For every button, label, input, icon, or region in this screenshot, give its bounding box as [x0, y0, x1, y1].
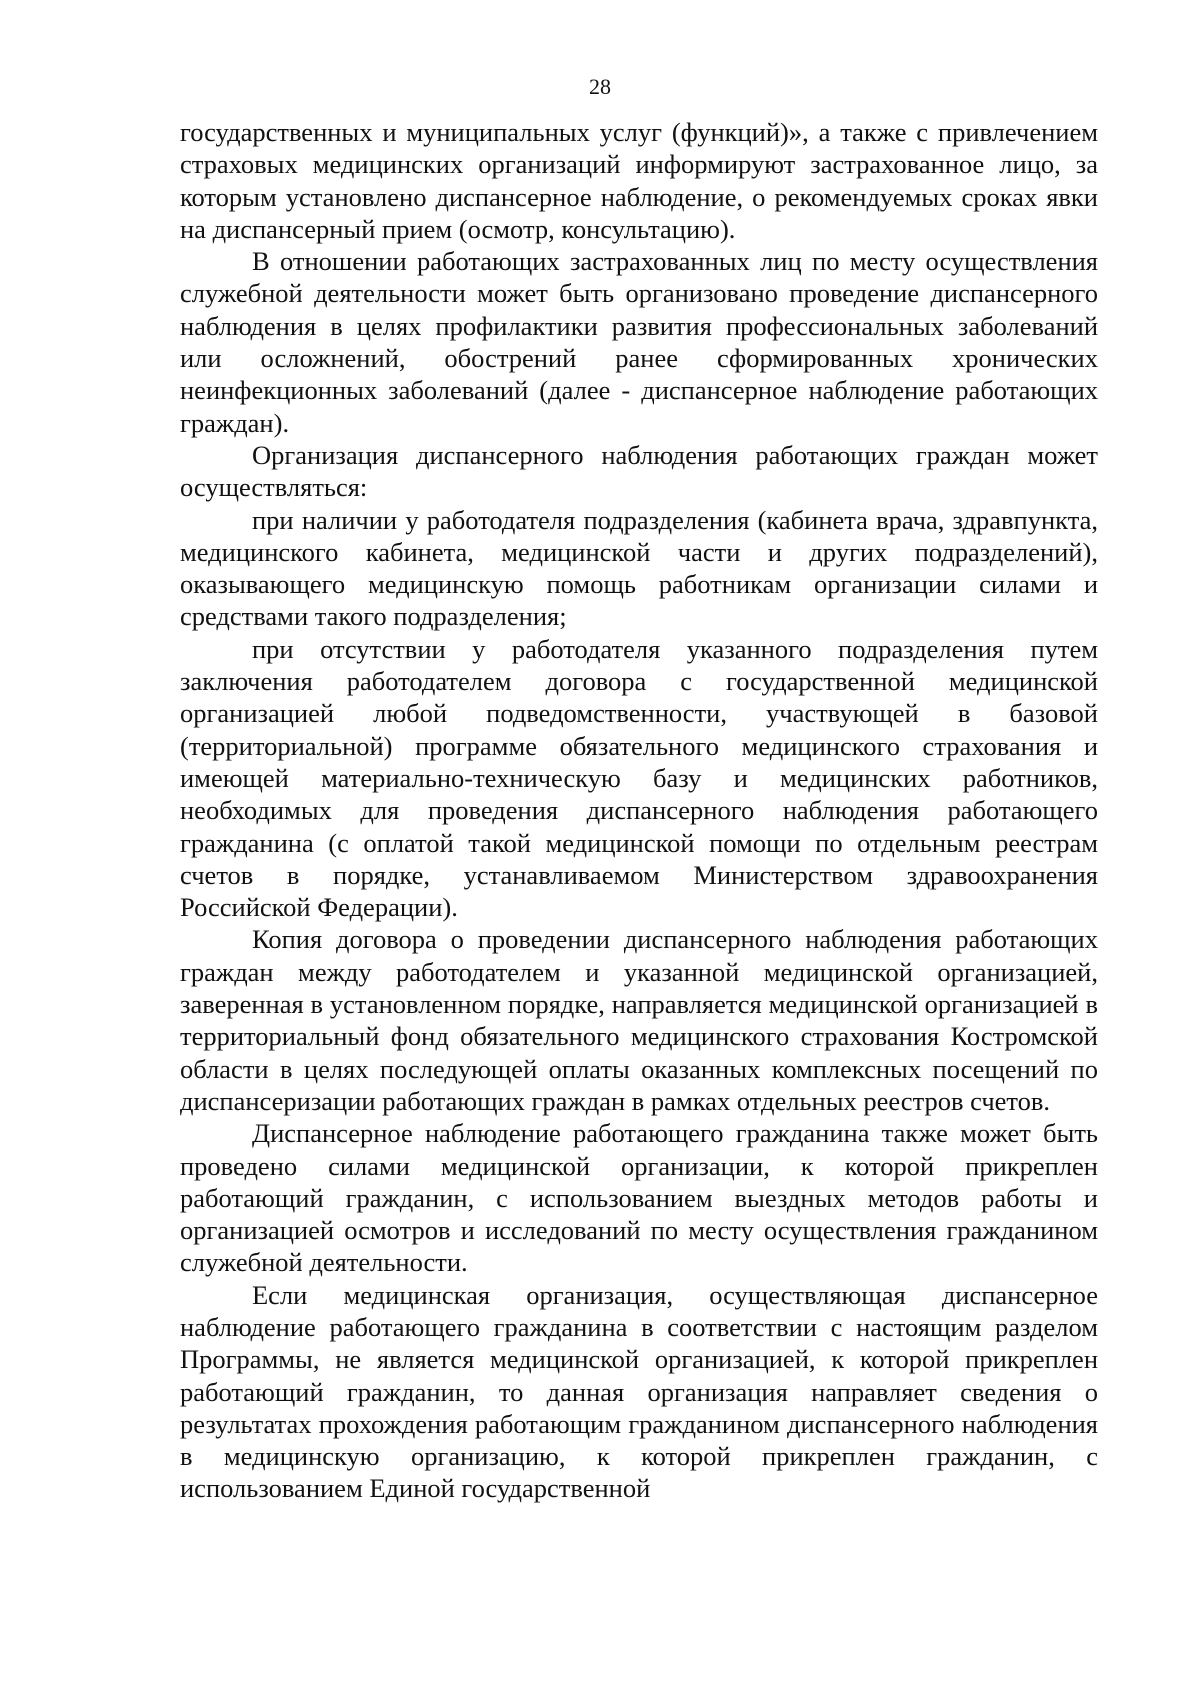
paragraph-working-insured: В отношении работающих застрахованных лиц по месту осуществления служебной деятельности может быть организовано проведение диспансерного наблюдения в целях профилактики развития профессиональных заболеваний или осложнений, обострений ранее сформированных хронических неинфекционных заболеваний (далее - диспансерное наблюдение работающих граждан). — [180, 246, 1098, 438]
paragraph-contract-copy: Копия договора о проведении диспансерного наблюдения работающих граждан между работодателем и указанной медицинской организацией, заверенная в установленном порядке, направляется медицинской организацией в территориальный фонд обязательного медицинского страхования Костромской области в целях последующей оплаты оказанных комплексных посещений по диспансеризации работающих граждан в рамках отдельных реестров счетов. — [180, 924, 1098, 1116]
paragraph-attached-organization: Диспансерное наблюдение работающего гражданина также может быть проведено силами медицинской организации, к которой прикреплен работающий гражданин, с использованием выездных методов работы и организацией осмотров и исследований по месту осуществления гражданином служебной деятельности. — [180, 1118, 1098, 1278]
paragraph-results-transfer: Если медицинская организация, осуществляющая диспансерное наблюдение работающего гражданина в соответствии с настоящим разделом Программы, не является медицинской организацией, к которой прикреплен работающий гражданин, то данная организация направляет сведения о результатах прохождения работающим гражданином диспансерного наблюдения в медицинскую организацию, к которой прикреплен гражданин, с использованием Единой государственной — [180, 1279, 1098, 1504]
page-number: 28 — [589, 74, 611, 99]
document-body — [180, 116, 1098, 1505]
paragraph-organization: Организация диспансерного наблюдения работающих граждан может осуществляться: — [180, 439, 1098, 503]
paragraph-without-subdivision: при отсутствии у работодателя указанного подразделения путем заключения работодателем договора с государственной медицинской организацией любой подведомственности, участвующей в базовой (территориальной) программе обязательного медицинского страхования и имеющей материально-техническую базу и медицинских работников, необходимых для проведения диспансерного наблюдения работающего гражданина (с оплатой такой медицинской помощи по отдельным реестрам счетов в порядке, устанавливаемом Министерством здравоохранения Российской Федерации). — [180, 633, 1098, 923]
paragraph-with-subdivision: при наличии у работодателя подразделения (кабинета врача, здравпункта, медицинского кабинета, медицинской части и других подразделений), оказывающего медицинскую помощь работникам организации силами и средствами такого подразделения; — [180, 504, 1098, 632]
paragraph-continuation: государственных и муниципальных услуг (функций)», а также с привлечением страховых медицинских организаций информируют застрахованное лицо, за которым установлено диспансерное наблюдение, о рекомендуемых сроках явки на диспансерный прием (осмотр, консультацию). — [180, 117, 1098, 244]
